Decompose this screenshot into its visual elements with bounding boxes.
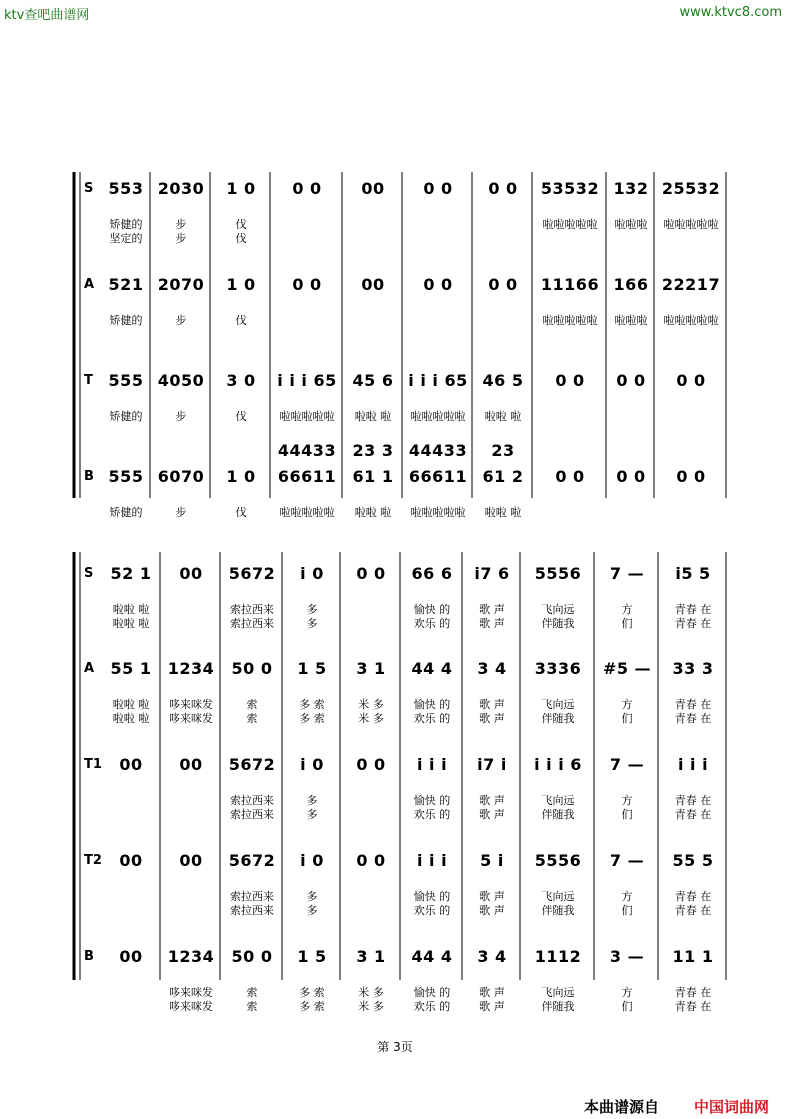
lyric-line: 米 多 [358,1000,384,1013]
measure-lyrics [226,890,278,918]
measure-lyrics [468,794,516,822]
lyric-line: 飞向远 [541,698,575,711]
lyric-line: 哆来咪发 [169,698,213,711]
lyric-line: 索拉西来 [230,603,274,616]
measure-lyrics [156,410,206,424]
measure-notes: 166 [613,275,649,294]
measure-upper-notes: 44433 [408,441,468,460]
lyric-line: 啦啦啦啦啦 [542,314,598,327]
measure-notes: 25532 [661,179,721,198]
measure-lyrics [406,986,458,1014]
measure-notes: 3 4 [477,659,507,678]
measure-lyrics [526,890,590,918]
measure-notes: 1234 [167,947,215,966]
lyric-line: 伴随我 [541,1000,575,1013]
measure-notes: 00 [361,179,385,198]
measure-notes: 61 2 [482,467,524,486]
measure-notes: 50 0 [231,947,273,966]
measure-notes: 0 0 [676,371,706,390]
part-label: S [84,566,94,581]
lyric-line: 愉快 的 [413,890,451,903]
measure-lyrics [600,698,654,726]
measure-notes: 0 0 [356,755,386,774]
lyric-line: 啦啦啦 [614,314,648,327]
lyric-line: 啦啦啦啦啦 [279,506,335,519]
measure-notes: i i i [416,851,448,870]
lyric-line: 青春 在 [674,986,712,999]
part-label: B [84,469,94,484]
lyric-line: 步 [175,506,187,519]
measure-notes: 521 [108,275,144,294]
measure-lyrics [346,698,396,726]
lyric-line: 啦啦 啦 [484,410,522,423]
measure-lyrics [106,698,156,726]
lyric-line: 飞向远 [541,794,575,807]
measure-notes: 55 1 [110,659,152,678]
lyric-line: 多 索 [299,986,325,999]
measure-notes: 66611 [408,467,468,486]
lyric-line: 愉快 的 [413,698,451,711]
measure-notes: 11166 [540,275,600,294]
lyric-line: 愉快 的 [413,986,451,999]
measure-notes: 132 [613,179,649,198]
part-label: A [84,661,95,676]
lyric-line: 多 索 [299,712,325,725]
lyric-line: 愉快 的 [413,794,451,807]
measure-notes: 11 1 [672,947,714,966]
lyric-line: 伐 [235,314,247,327]
lyric-line: 哆来咪发 [169,712,213,725]
measure-lyrics [468,986,516,1014]
measure-lyrics [106,410,146,424]
measure-upper-notes: 23 [491,441,515,460]
lyric-line: 们 [621,712,633,725]
lyric-line: 青春 在 [674,603,712,616]
measure-lyrics [226,794,278,822]
lyric-line: 歌 声 [479,1000,505,1013]
measure-notes: 0 0 [423,275,453,294]
lyric-line: 歌 声 [479,986,505,999]
measure-notes: 44 4 [411,947,453,966]
measure-lyrics [106,603,156,631]
measure-notes: i5 5 [675,564,711,583]
lyric-line: 伴随我 [541,808,575,821]
lyric-line: 方 [621,603,633,616]
measure-notes: i 0 [300,851,324,870]
measure-notes: 00 [119,851,143,870]
lyric-line: 啦啦啦啦啦 [663,218,719,231]
measure-lyrics [526,698,590,726]
lyric-line: 啦啦 啦 [112,698,150,711]
measure-notes: 3 4 [477,947,507,966]
lyric-line: 伴随我 [541,904,575,917]
lyric-line: 索拉西来 [230,890,274,903]
lyric-line: 方 [621,794,633,807]
measure-lyrics [612,314,650,328]
measure-notes: 1234 [167,659,215,678]
lyric-line: 索拉西来 [230,617,274,630]
lyric-line: 们 [621,904,633,917]
measure-notes: 0 0 [616,467,646,486]
measure-lyrics [226,603,278,631]
measure-notes: i i i 65 [408,371,468,390]
measure-lyrics [106,314,146,328]
lyric-line: 多 [306,603,318,616]
measure-notes: 1 5 [297,659,327,678]
measure-notes: 0 0 [616,371,646,390]
lyric-line: 啦啦 啦 [484,506,522,519]
measure-notes: 5556 [534,851,582,870]
lyric-line: 方 [621,890,633,903]
measure-notes: #5 — [602,659,652,678]
lyric-line: 啦啦啦啦啦 [410,410,466,423]
measure-notes: 4050 [157,371,205,390]
measure-notes: 1 0 [226,467,256,486]
measure-lyrics [166,986,216,1014]
measure-notes: 52 1 [110,564,152,583]
lyric-line: 啦啦啦 [614,218,648,231]
lyric-line: 飞向远 [541,986,575,999]
measure-lyrics [276,410,338,424]
lyric-line: 啦啦 啦 [354,410,392,423]
measure-lyrics [538,218,602,232]
measure-notes: i i i 65 [277,371,337,390]
measure-notes: 5 i [480,851,504,870]
lyric-line: 青春 在 [674,712,712,725]
lyric-line: 们 [621,1000,633,1013]
measure-notes: 1 5 [297,947,327,966]
lyric-line: 欢乐 的 [413,808,451,821]
measure-notes: 0 0 [676,467,706,486]
measure-lyrics [288,698,336,726]
lyric-line: 啦啦 啦 [354,506,392,519]
measure-lyrics [468,698,516,726]
measure-lyrics [406,698,458,726]
lyric-line: 多 索 [299,698,325,711]
measure-notes: 3 — [609,947,645,966]
measure-notes: 0 0 [423,179,453,198]
measure-lyrics [216,506,266,520]
measure-lyrics [526,603,590,631]
lyric-line: 坚定的 [109,232,143,245]
measure-notes: 22217 [661,275,721,294]
measure-notes: 00 [361,275,385,294]
lyric-line: 米 多 [358,986,384,999]
lyric-line: 欢乐 的 [413,904,451,917]
measure-lyrics [600,794,654,822]
measure-lyrics [156,506,206,520]
lyric-line: 愉快 的 [413,603,451,616]
lyric-line: 索拉西来 [230,794,274,807]
lyric-line: 青春 在 [674,904,712,917]
part-label: A [84,277,95,292]
measure-lyrics [526,986,590,1014]
measure-notes: 0 0 [292,179,322,198]
measure-notes: 0 0 [292,275,322,294]
measure-notes: 00 [179,851,203,870]
lyric-line: 青春 在 [674,890,712,903]
lyric-line: 步 [175,232,187,245]
lyric-line: 矫健的 [109,410,143,423]
lyric-line: 啦啦啦啦啦 [410,506,466,519]
measure-lyrics [538,314,602,328]
measure-notes: 555 [108,467,144,486]
measure-lyrics [226,698,278,726]
lyric-line: 步 [175,410,187,423]
measure-lyrics [600,603,654,631]
lyric-line: 矫健的 [109,506,143,519]
lyric-line: 多 [306,890,318,903]
measure-notes: 46 5 [482,371,524,390]
measure-lyrics [216,218,266,246]
measure-lyrics [288,794,336,822]
measure-notes: 00 [179,564,203,583]
lyric-line: 啦啦啦啦啦 [542,218,598,231]
lyric-line: 索 [246,986,258,999]
lyric-line: 青春 在 [674,1000,712,1013]
lyric-line: 哆来咪发 [169,986,213,999]
measure-notes: 00 [179,755,203,774]
measure-lyrics [156,218,206,246]
measure-lyrics [478,506,528,520]
measure-lyrics [408,506,468,520]
lyric-line: 歌 声 [479,890,505,903]
measure-notes: 0 0 [356,564,386,583]
measure-notes: 45 6 [352,371,394,390]
measure-lyrics [468,603,516,631]
lyric-line: 歌 声 [479,808,505,821]
part-label: T1 [84,757,102,772]
lyric-line: 多 [306,808,318,821]
measure-lyrics [348,506,398,520]
lyric-line: 伐 [235,218,247,231]
measure-lyrics [478,410,528,424]
measure-notes: 5672 [228,851,276,870]
measure-notes: 3 0 [226,371,256,390]
lyric-line: 歌 声 [479,698,505,711]
lyric-line: 欢乐 的 [413,1000,451,1013]
measure-notes: i i i 6 [534,755,582,774]
part-label: B [84,949,94,964]
lyric-line: 欢乐 的 [413,617,451,630]
measure-lyrics [660,314,722,328]
measure-notes: 61 1 [352,467,394,486]
lyric-line: 飞向远 [541,890,575,903]
measure-lyrics [406,794,458,822]
lyric-line: 伐 [235,410,247,423]
lyric-line: 伐 [235,506,247,519]
lyric-line: 青春 在 [674,617,712,630]
lyric-line: 歌 声 [479,712,505,725]
lyric-line: 矫健的 [109,314,143,327]
measure-lyrics [660,218,722,232]
measure-lyrics [664,986,722,1014]
measure-lyrics [346,986,396,1014]
measure-lyrics [664,794,722,822]
measure-notes: 6070 [157,467,205,486]
measure-lyrics [288,890,336,918]
measure-notes: 5672 [228,755,276,774]
lyric-line: 多 [306,904,318,917]
measure-lyrics [106,218,146,246]
lyric-line: 方 [621,986,633,999]
measure-notes: i7 6 [474,564,510,583]
measure-lyrics [664,603,722,631]
lyric-line: 索 [246,1000,258,1013]
lyric-line: 青春 在 [674,698,712,711]
measure-notes: 1 0 [226,275,256,294]
lyric-line: 青春 在 [674,808,712,821]
lyric-line: 伴随我 [541,712,575,725]
lyric-line: 步 [175,218,187,231]
measure-lyrics [276,506,338,520]
lyric-line: 多 [306,794,318,807]
page-number: 第 3页 [377,1040,413,1054]
lyric-line: 索 [246,698,258,711]
measure-notes: 555 [108,371,144,390]
part-label: S [84,181,94,196]
watermark-left: ktv查吧曲谱网 [4,8,90,23]
lyric-line: 多 索 [299,1000,325,1013]
measure-lyrics [216,410,266,424]
measure-notes: 1112 [534,947,582,966]
measure-notes: 2030 [157,179,205,198]
lyric-line: 歌 声 [479,794,505,807]
lyric-line: 矫健的 [109,218,143,231]
part-label: T2 [84,853,102,868]
lyric-line: 们 [621,808,633,821]
lyric-line: 青春 在 [674,794,712,807]
measure-upper-notes: 23 3 [352,441,394,460]
lyric-line: 步 [175,314,187,327]
lyric-line: 啦啦啦啦啦 [279,410,335,423]
measure-lyrics [348,410,398,424]
measure-notes: 1 0 [226,179,256,198]
measure-notes: 3 1 [356,659,386,678]
lyric-line: 索 [246,712,258,725]
measure-notes: 7 — [609,564,645,583]
lyric-line: 啦啦 啦 [112,603,150,616]
measure-notes: 7 — [609,755,645,774]
lyric-line: 啦啦啦啦啦 [663,314,719,327]
lyric-line: 哆来咪发 [169,1000,213,1013]
measure-notes: i i i [416,755,448,774]
measure-notes: i7 i [477,755,507,774]
measure-lyrics [156,314,206,328]
measure-lyrics [406,603,458,631]
measure-notes: 00 [119,755,143,774]
lyric-line: 方 [621,698,633,711]
measure-lyrics [216,314,266,328]
lyric-line: 啦啦 啦 [112,712,150,725]
measure-notes: 553 [108,179,144,198]
measure-notes: 33 3 [672,659,714,678]
measure-lyrics [406,890,458,918]
lyric-line: 欢乐 的 [413,712,451,725]
measure-notes: i i i [677,755,709,774]
lyric-line: 多 [306,617,318,630]
measure-notes: 53532 [540,179,600,198]
measure-lyrics [664,890,722,918]
lyric-line: 米 多 [358,712,384,725]
lyric-line: 啦啦 啦 [112,617,150,630]
measure-notes: 0 0 [488,275,518,294]
measure-notes: 5556 [534,564,582,583]
lyric-line: 歌 声 [479,617,505,630]
lyric-line: 歌 声 [479,603,505,616]
lyric-line: 们 [621,617,633,630]
measure-notes: 55 5 [672,851,714,870]
measure-lyrics [468,890,516,918]
measure-lyrics [600,890,654,918]
lyric-line: 伐 [235,232,247,245]
measure-notes: 7 — [609,851,645,870]
measure-notes: 44 4 [411,659,453,678]
measure-notes: 3 1 [356,947,386,966]
measure-lyrics [408,410,468,424]
measure-lyrics [288,603,336,631]
measure-notes: 0 0 [488,179,518,198]
source-site: 中国词曲网 [694,1098,770,1116]
measure-notes: i 0 [300,755,324,774]
lyric-line: 伴随我 [541,617,575,630]
measure-notes: 0 0 [555,371,585,390]
measure-notes: 3336 [534,659,582,678]
measure-notes: 66 6 [411,564,453,583]
lyric-line: 索拉西来 [230,808,274,821]
measure-notes: 5672 [228,564,276,583]
lyric-line: 索拉西来 [230,904,274,917]
measure-lyrics [526,794,590,822]
measure-notes: i 0 [300,564,324,583]
measure-lyrics [226,986,278,1014]
measure-lyrics [288,986,336,1014]
part-label: T [84,373,93,388]
lyric-line: 米 多 [358,698,384,711]
measure-lyrics [664,698,722,726]
lyric-line: 歌 声 [479,904,505,917]
measure-lyrics [612,218,650,232]
watermark-right: www.ktvc8.com [679,5,782,20]
measure-notes: 2070 [157,275,205,294]
measure-notes: 66611 [277,467,337,486]
measure-lyrics [166,698,216,726]
measure-notes: 50 0 [231,659,273,678]
measure-notes: 0 0 [356,851,386,870]
source-label: 本曲谱源自 [584,1098,660,1116]
lyric-line: 飞向远 [541,603,575,616]
measure-upper-notes: 44433 [277,441,337,460]
measure-lyrics [106,506,146,520]
measure-notes: 0 0 [555,467,585,486]
measure-notes: 00 [119,947,143,966]
measure-lyrics [600,986,654,1014]
